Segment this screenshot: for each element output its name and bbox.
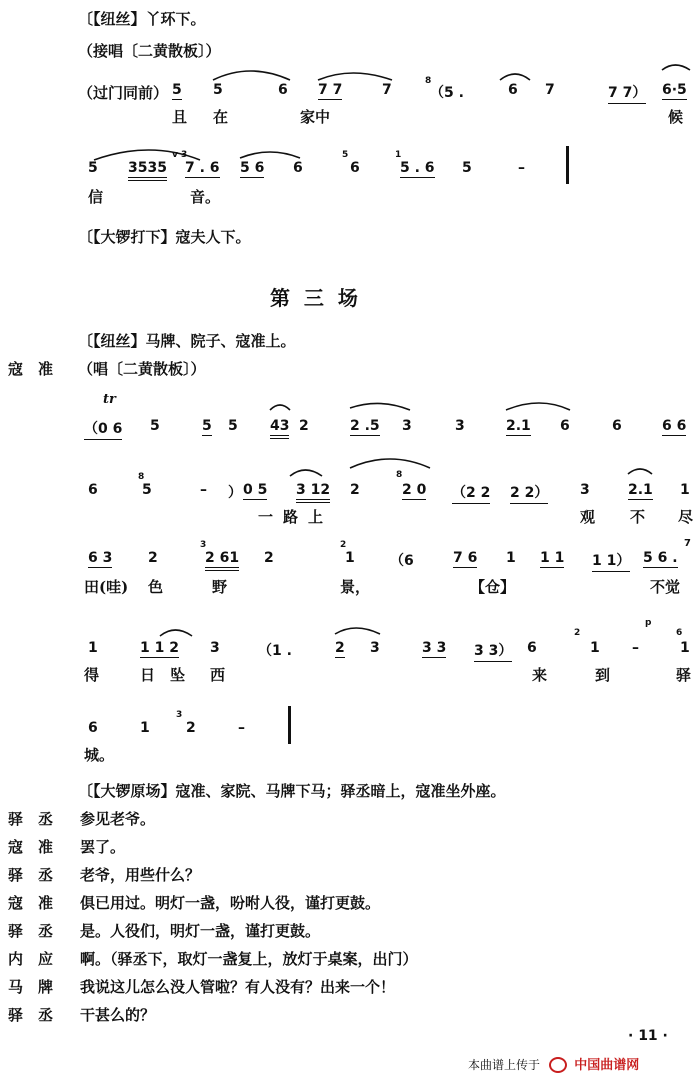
singing-mode: （唱〔二黄散板〕） xyxy=(78,360,206,378)
note: 3 12 xyxy=(296,482,330,503)
note: 5 xyxy=(142,482,152,498)
barline xyxy=(288,706,291,744)
stage-direction-maid-exit: 〔【纽丝】丫环下。 xyxy=(78,10,206,28)
note: 1 xyxy=(680,482,690,498)
note: 3 xyxy=(580,482,590,498)
note: 6 xyxy=(560,418,570,434)
speaker-name: 寇 准 xyxy=(8,894,54,912)
note: 1 1 2 xyxy=(140,640,179,656)
grace-note: p xyxy=(645,618,652,628)
note: 3 3 xyxy=(422,640,447,656)
note: 5 xyxy=(172,82,182,98)
note: 7 . 6 xyxy=(185,160,220,176)
speaker-name: 驿 丞 xyxy=(8,1006,54,1024)
lyric: 景， xyxy=(340,578,371,596)
note: 5 xyxy=(88,160,98,176)
lyric: 坠 xyxy=(170,666,186,684)
lyric: 不觉 xyxy=(650,578,681,596)
lyric: 不 xyxy=(630,508,646,526)
note: 6 xyxy=(350,160,360,176)
lyric: 在 xyxy=(213,108,229,126)
note: 6 3 xyxy=(88,550,113,566)
lyric: 信 xyxy=(88,188,104,206)
lyric: 得 xyxy=(84,666,100,684)
note: 43 xyxy=(270,418,289,439)
note: 2.1 xyxy=(628,482,653,498)
note: 0 5 xyxy=(243,482,268,498)
site-logo-icon xyxy=(549,1057,567,1073)
stage-direction-lady-exit: 〔【大锣打下】寇夫人下。 xyxy=(78,228,251,246)
lyric: 日 xyxy=(140,666,156,684)
note: 3 xyxy=(455,418,465,434)
note: （0 6 xyxy=(84,418,122,440)
scene-title: 第 三 场 xyxy=(270,286,358,310)
stage-direction-scene: 〔【大锣原场】寇准、家院、马牌下马；驿丞暗上，寇准坐外座。 xyxy=(78,782,506,800)
dialogue-line: 干甚么的？ xyxy=(80,1006,156,1024)
lyric: 家中 xyxy=(300,108,331,126)
dialogue-line: 是。人役们，明灯一盏，谨打更鼓。 xyxy=(80,922,321,940)
note: 5 . 6 xyxy=(400,160,435,176)
dialogue-line: 俱已用过。明灯一盏，吩咐人役，谨打更鼓。 xyxy=(80,894,381,912)
lyric: 且 xyxy=(172,108,188,126)
note: （5 . xyxy=(430,85,464,101)
note: 7 7） xyxy=(608,82,646,104)
note: 1 1 xyxy=(540,550,565,566)
note: （6 xyxy=(390,553,414,569)
speaker-name: 内 应 xyxy=(8,950,54,968)
note: 3 xyxy=(210,640,220,656)
note: 2 0 xyxy=(402,482,427,498)
note: （2 2 xyxy=(452,482,490,504)
lyric: 田(哇) xyxy=(84,578,129,596)
lyric: 一路上 xyxy=(258,508,334,526)
note: 6 xyxy=(88,720,98,736)
footer-text: 本曲谱上传于 xyxy=(468,1058,541,1072)
note: 2 xyxy=(264,550,274,566)
note: 3535 xyxy=(128,160,167,181)
note: – xyxy=(632,640,639,656)
lyric: 观 xyxy=(580,508,596,526)
lyric: 【仓】 xyxy=(470,578,516,596)
note: 7 xyxy=(545,82,555,98)
note: 7 6 xyxy=(453,550,478,566)
grace-note: 6 xyxy=(676,628,683,638)
barline xyxy=(566,146,569,184)
grace-note: 1 xyxy=(395,150,402,160)
note: 5 xyxy=(150,418,160,434)
note: 5 6 . xyxy=(643,550,678,566)
speaker-name: 马 牌 xyxy=(8,978,54,996)
dialogue-line: 我说这儿怎么没人管啦？有人没有？出来一个！ xyxy=(80,978,396,996)
page-number: · 11 · xyxy=(628,1028,668,1044)
note: 6 xyxy=(612,418,622,434)
note: 6·5 xyxy=(662,82,687,98)
note: 5 xyxy=(462,160,472,176)
grace-note: 8 xyxy=(425,76,432,86)
note: 2 2） xyxy=(510,482,548,504)
grace-note: 2 xyxy=(574,628,581,638)
note: 5 xyxy=(228,418,238,434)
note: 6 xyxy=(293,160,303,176)
singer-name: 寇 准 xyxy=(8,360,54,378)
lyric: 驿 xyxy=(676,666,692,684)
note: 5 6 xyxy=(240,160,265,176)
note: – xyxy=(200,482,207,498)
note: 2 61 xyxy=(205,550,239,571)
note: 6 xyxy=(508,82,518,98)
note: – xyxy=(238,720,245,736)
note: 1 xyxy=(506,550,516,566)
note: 7 7 xyxy=(318,82,343,98)
stage-direction-enter: 〔【纽丝】马牌、院子、寇准上。 xyxy=(78,332,296,350)
note: 3 3） xyxy=(474,640,512,662)
note: 2 xyxy=(186,720,196,736)
note: 5 xyxy=(213,82,223,98)
note: 3 xyxy=(402,418,412,434)
note: ） xyxy=(228,485,242,501)
lyric: 尽 xyxy=(678,508,694,526)
lyric: 到 xyxy=(595,666,611,684)
note: 2 xyxy=(148,550,158,566)
dialogue-line: 老爷，用些什么？ xyxy=(80,866,201,884)
note: 7 xyxy=(382,82,392,98)
note: – xyxy=(518,160,525,176)
note: 2 xyxy=(299,418,309,434)
note: 1 1） xyxy=(592,550,630,572)
note: 2 xyxy=(350,482,360,498)
note: 1 xyxy=(680,640,690,656)
note: 2 xyxy=(335,640,345,656)
grace-note: 3 xyxy=(176,710,183,720)
lyric: 色 xyxy=(148,578,164,596)
note: 1 xyxy=(140,720,150,736)
dialogue-line: 啊。（驿丞下，取灯一盏复上，放灯于桌案，出门） xyxy=(80,950,418,968)
grace-note: 8 xyxy=(396,470,403,480)
note: （1 . xyxy=(258,643,292,659)
note: 5 xyxy=(202,418,212,434)
lyric: 西 xyxy=(210,666,226,684)
grace-note: 2 xyxy=(340,540,347,550)
speaker-name: 驿 丞 xyxy=(8,810,54,828)
speaker-name: 驿 丞 xyxy=(8,922,54,940)
note: 1 xyxy=(88,640,98,656)
note: 2 .5 xyxy=(350,418,380,434)
site-logo-text: 中国曲谱网 xyxy=(574,1058,640,1073)
speaker-name: 驿 丞 xyxy=(8,866,54,884)
grace-note: v 3 xyxy=(172,150,188,160)
note: 7 xyxy=(684,538,691,549)
lyric: 野 xyxy=(212,578,228,596)
speaker-name: 寇 准 xyxy=(8,838,54,856)
lyric: 城。 xyxy=(84,746,115,764)
trill-mark: tr xyxy=(103,392,116,407)
note: 6 xyxy=(278,82,288,98)
note: 6 6 xyxy=(662,418,687,434)
score-1-label: （过门同前） xyxy=(78,84,169,102)
dialogue-line: 参见老爷。 xyxy=(80,810,156,828)
note: 2.1 xyxy=(506,418,531,434)
stage-direction-continue-sing: （接唱〔二黄散板〕） xyxy=(78,42,221,60)
grace-note: 5 xyxy=(342,150,349,160)
grace-note: 3 xyxy=(200,540,207,550)
footer xyxy=(468,1054,639,1073)
note: 1 xyxy=(590,640,600,656)
note: 1 xyxy=(345,550,355,566)
note: 6 xyxy=(527,640,537,656)
lyric: 候 xyxy=(668,108,684,126)
lyric: 来 xyxy=(532,666,548,684)
lyric: 音。 xyxy=(190,188,221,206)
dialogue-line: 罢了。 xyxy=(80,838,126,856)
note: 3 xyxy=(370,640,380,656)
note: 6 xyxy=(88,482,98,498)
grace-note: 8 xyxy=(138,472,145,482)
